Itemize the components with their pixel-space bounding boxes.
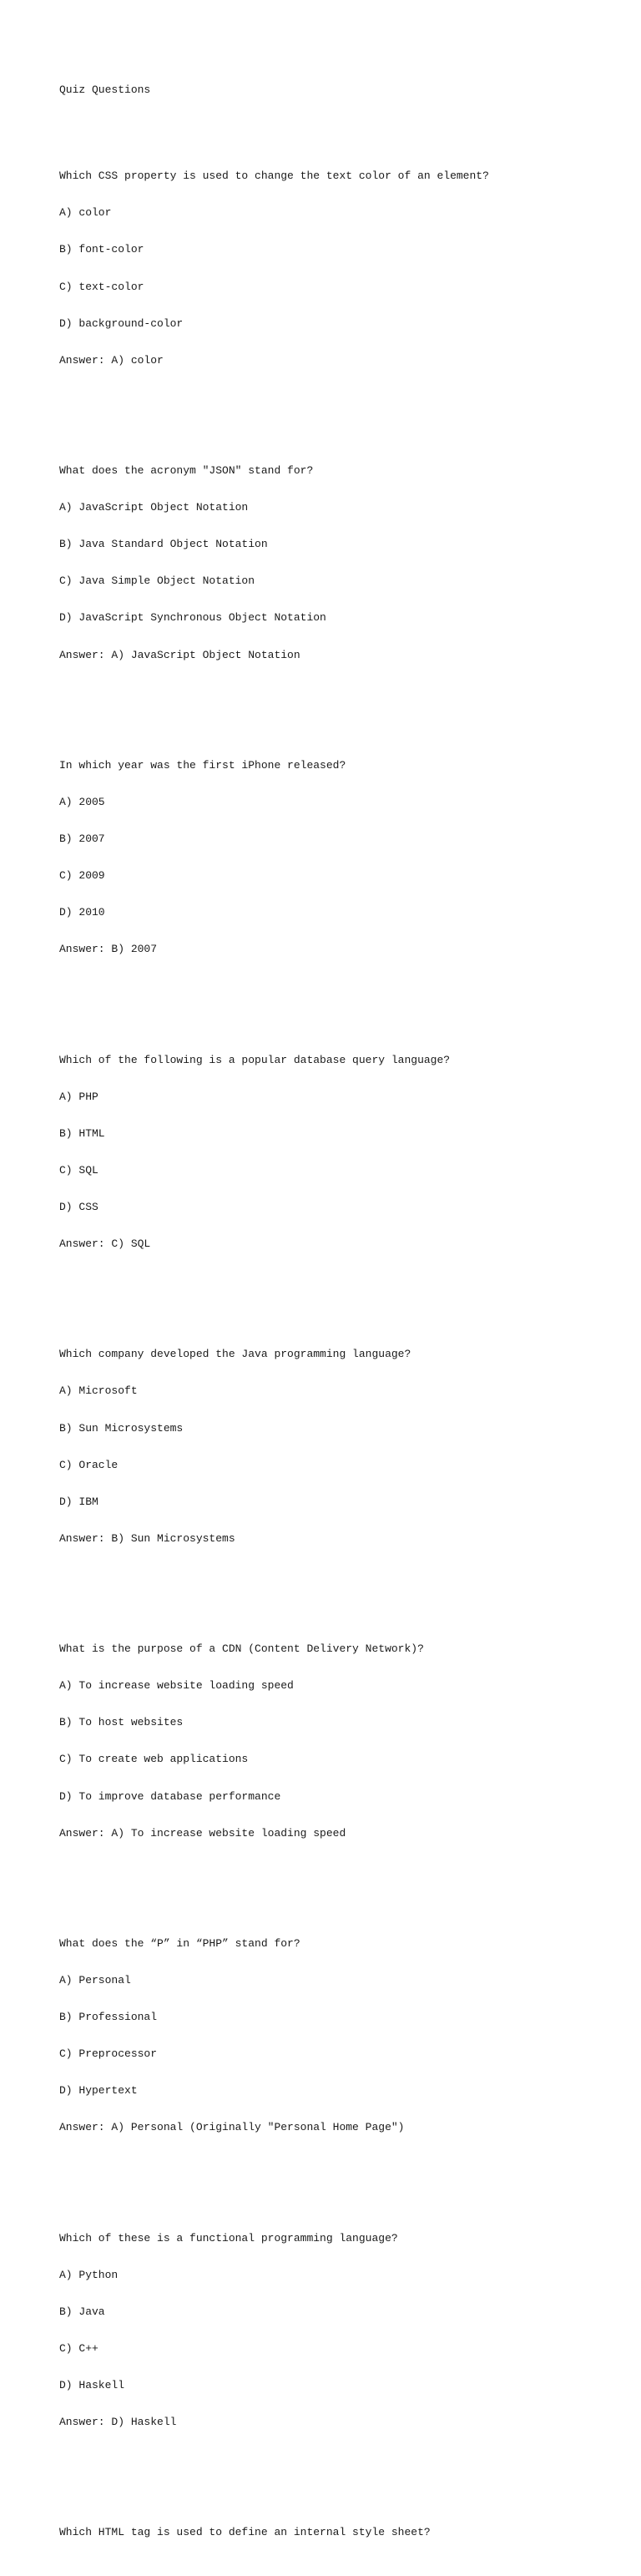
option-a: A) Microsoft	[59, 1384, 138, 1398]
option-d: D) Hypertext	[59, 2084, 138, 2098]
option-b: B) To host websites	[59, 1716, 184, 1729]
answer-line: Answer: B) 2007	[59, 943, 158, 956]
question-block-7	[59, 1913, 627, 2158]
option-b: B) Java	[59, 2305, 105, 2318]
answer-line: Answer: A) JavaScript Object Notation	[59, 648, 300, 661]
question-block-2	[59, 441, 627, 686]
option-c: C) Oracle	[59, 1458, 119, 1471]
option-d: D) IBM	[59, 1495, 98, 1508]
answer-line: Answer: A) color	[59, 353, 164, 367]
question-text: What is the purpose of a CDN (Content Delivery Network)?	[59, 1642, 424, 1656]
question-text: Which HTML tag is used to define an internal style sheet?	[59, 2526, 431, 2539]
question-block-5	[59, 1324, 627, 1570]
answer-line: Answer: A) Personal (Originally "Personal Home Page")	[59, 2121, 405, 2134]
answer-line: Answer: C) SQL	[59, 1237, 151, 1251]
option-a: A) To increase website loading speed	[59, 1679, 294, 1693]
option-b: B) font-color	[59, 243, 144, 256]
option-d: D) To improve database performance	[59, 1789, 281, 1803]
option-b: B) Java Standard Object Notation	[59, 538, 268, 551]
question-text: What does the “P” in “PHP” stand for?	[59, 1936, 300, 1950]
option-d: D) Haskell	[59, 2379, 125, 2392]
option-d: D) background-color	[59, 316, 184, 330]
option-d: D) 2010	[59, 906, 105, 919]
question-block-4	[59, 1030, 627, 1275]
option-c: C) Java Simple Object Notation	[59, 574, 255, 588]
option-b: B) 2007	[59, 833, 105, 846]
option-b: B) Professional	[59, 2011, 158, 2024]
option-a: A) color	[59, 206, 112, 220]
option-a: A) JavaScript Object Notation	[59, 501, 249, 514]
option-a: A) 2005	[59, 795, 105, 808]
answer-line: Answer: B) Sun Microsystems	[59, 1531, 235, 1545]
option-a: A) PHP	[59, 1090, 98, 1103]
question-text: Which of the following is a popular database query language?	[59, 1053, 451, 1066]
question-block-3	[59, 735, 627, 980]
question-block-6	[59, 1619, 627, 1865]
page-title: Quiz Questions	[59, 84, 151, 97]
answer-line: Answer: D) Haskell	[59, 2416, 177, 2429]
option-c: C) SQL	[59, 1163, 98, 1177]
option-b: B) Sun Microsystems	[59, 1421, 184, 1435]
option-c: C) text-color	[59, 280, 144, 293]
option-b: B) HTML	[59, 1126, 105, 1140]
question-block-1	[59, 146, 627, 392]
quiz-document	[59, 60, 627, 2576]
question-text: In which year was the first iPhone released?	[59, 758, 346, 772]
question-text: Which of these is a functional programming language?	[59, 2231, 398, 2245]
question-text: What does the acronym "JSON" stand for?	[59, 464, 314, 478]
option-d: D) JavaScript Synchronous Object Notation	[59, 611, 326, 625]
question-text: Which CSS property is used to change the text color of an element?	[59, 170, 489, 183]
option-a: A) Personal	[59, 1973, 131, 1986]
option-c: C) To create web applications	[59, 1753, 249, 1766]
option-d: D) CSS	[59, 1200, 98, 1213]
question-block-8	[59, 2208, 627, 2453]
option-c: C) Preprocessor	[59, 2047, 158, 2061]
option-a: A) Python	[59, 2268, 119, 2281]
option-c: C) C++	[59, 2341, 98, 2355]
question-block-9	[59, 2503, 627, 2564]
answer-line: Answer: A) To increase website loading speed	[59, 1826, 346, 1840]
option-c: C) 2009	[59, 869, 105, 883]
question-text: Which company developed the Java programming language?	[59, 1348, 411, 1361]
